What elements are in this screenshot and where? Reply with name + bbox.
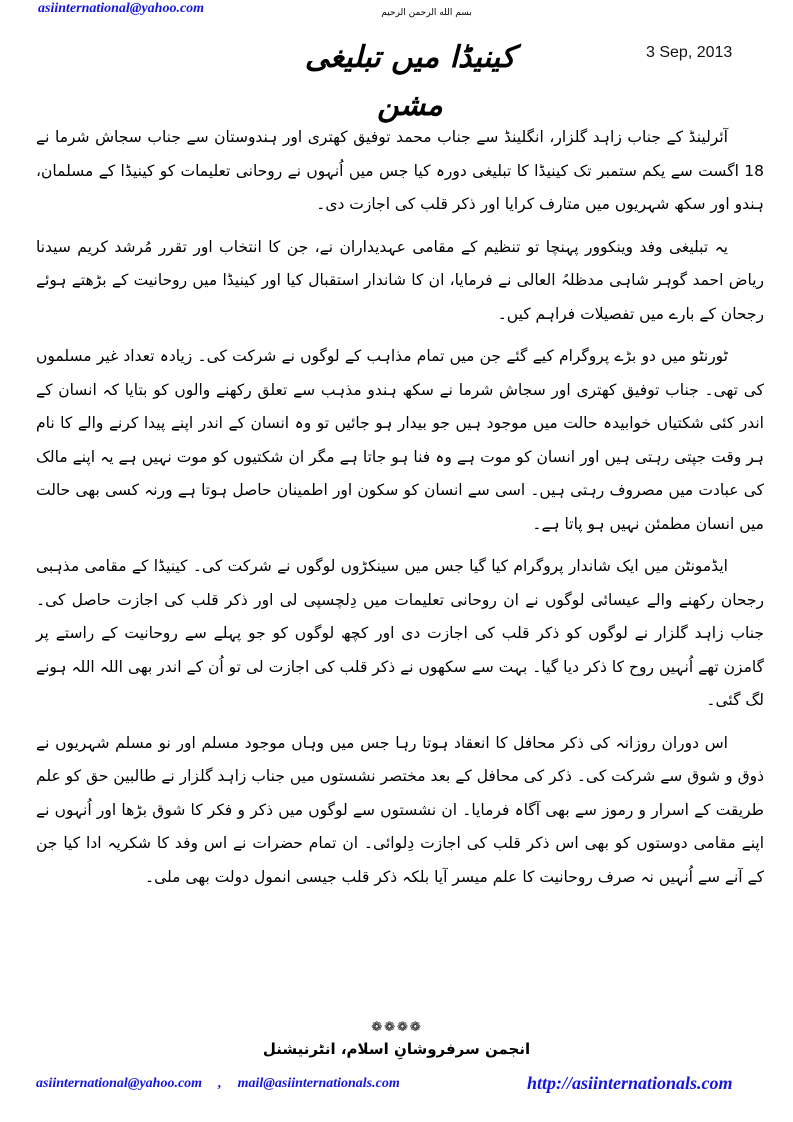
footer-website-link[interactable]: http://asiinternationals.com [527, 1073, 733, 1093]
footer-email-mail-link[interactable]: mail@asiinternationals.com [237, 1076, 400, 1091]
footer-ornament [0, 1020, 793, 1035]
star-flower-icon: ❁ [397, 1020, 409, 1035]
paragraph-toronto: ٹورنٹو میں دو بڑے پروگرام کیے گئے جن میں تمام مذاہب کے لوگوں نے شرکت کی۔ زیادہ تعداد غیر مسلموں کی تھی۔ جناب توفیق کھتری اور سجاش شرما نے سکھ ہندو مذہب سے تعلق رکھنے والوں کو بتایا کہ انسان کے اندر کئی شکتیاں خوابیدہ حالت میں موجود ہیں جو بیدار ہو جائیں تو وہ انسان کے اندر اپنے پیدا کرنے والے کا نام ہر وقت جپتی رہتی ہیں اور انسان کو موت ہے وہ فنا ہو جاتا ہے مگر ان شکتیوں کو موت نہیں ہے یہ اپنے مالک کی عبادت میں مصروف رہتی ہیں۔ اسی سے انسان کو سکون اور اطمینان حاصل ہوتا ہے ورنہ کسی بھی حالت میں انسان مطمئن نہیں ہو پاتا ہے۔ [36, 347, 764, 533]
star-flower-icon: ❁ [371, 1020, 384, 1035]
footer-separator: , [218, 1076, 222, 1091]
star-flower-icon: ❁ [384, 1020, 396, 1035]
article-body [36, 121, 764, 903]
publish-date: 3 Sep, 2013 [646, 44, 733, 61]
star-flower-icon: ❁ [409, 1020, 422, 1035]
paragraph-vancouver: یہ تبلیغی وفد وینکوور پہنچا تو تنظیم کے مقامی عہدیداران نے، جن کا انتخاب اور تقرر مُرشد کریم سیدنا ریاض احمد گوہر شاہی مدظلہُ العالی نے فرمایا، ان کا شاندار استقبال کیا اور کینیڈا میں روحانیت کے بڑھتے ہوئے رجحان کے بارے میں تفصیلات فراہم کیں۔ [36, 237, 764, 323]
paragraph-edmonton: ایڈمونٹن میں ایک شاندار پروگرام کیا گیا جس میں سینکڑوں لوگوں نے شرکت کی۔ کینیڈا کے مقامی مذہبی رجحان رکھنے والے عیسائی لوگوں نے ان روحانی تعلیمات میں دِلچسپی لی اور ذکر قلب کی اجازت حاصل کی۔ جناب زاہد گلزار نے لوگوں کو ذکر قلب کی اجازت دی اور کچھ لوگوں کو جو پہلے سے روحانیت کے راستے پر گامزن تھے اُنہیں روح کا ذکر دیا گیا۔ بہت سے سکھوں نے ذکر قلب کی اجازت لی تو اُن کے اندر بھی اللہ اللہ ہونے لگ گئی۔ [36, 557, 764, 709]
paragraph-delegation-intro: آئرلینڈ کے جناب زاہد گلزار، انگلینڈ سے جناب محمد توفیق کھتری اور ہندوستان سے جناب سجاش شرما نے 18 اگست سے یکم ستمبر تک کینیڈا کا تبلیغی دورہ کیا جس میں اُنہوں نے روحانی تعلیمات کو کینیڈا کے مسلمان، ہندو اور سکھ شہریوں میں متارف کرایا اور ذکر قلب کی اجازت دی۔ [36, 128, 764, 213]
organization-name: انجمن سرفروشانِ اسلام، انٹرنیشنل [262, 1040, 531, 1058]
page-title: کینیڈا میں تبلیغی مشن [304, 40, 516, 123]
footer-email-yahoo-link[interactable]: asiinternational@yahoo.com [36, 1076, 203, 1091]
header-email-link[interactable]: asiinternational@yahoo.com [38, 1, 205, 16]
bismillah-text: بسم الله الرحمن الرحیم [381, 8, 472, 18]
paragraph-daily-gatherings: اس دوران روزانہ کی ذکر محافل کا انعقاد ہوتا رہا جس میں وہاں موجود مسلم اور نو مسلم شہریوں نے ذوق و شوق سے شرکت کی۔ ذکر کی محافل کے بعد مختصر نشستوں میں جناب زاہد گلزار نے طالبین حق کو علم طریقت کے اسرار و رموز سے بھی آگاہ فرمایا۔ ان نشستوں سے لوگوں میں ذکر و فکر کا شوق بڑھا اور اُنہوں نے اپنے مقامی دوستوں کو بھی اس ذکر قلب کی اجازت دِلوائی۔ ان تمام حضرات نے اس وفد کا شکریہ ادا کیا جن کے آنے سے اُنہیں نہ صرف روحانیت کا علم میسر آیا بلکہ ذکر قلب جیسی انمول دولت بھی ملی۔ [36, 733, 764, 886]
footer-contact-emails [36, 1076, 400, 1092]
bismillah-heading [0, 8, 793, 18]
